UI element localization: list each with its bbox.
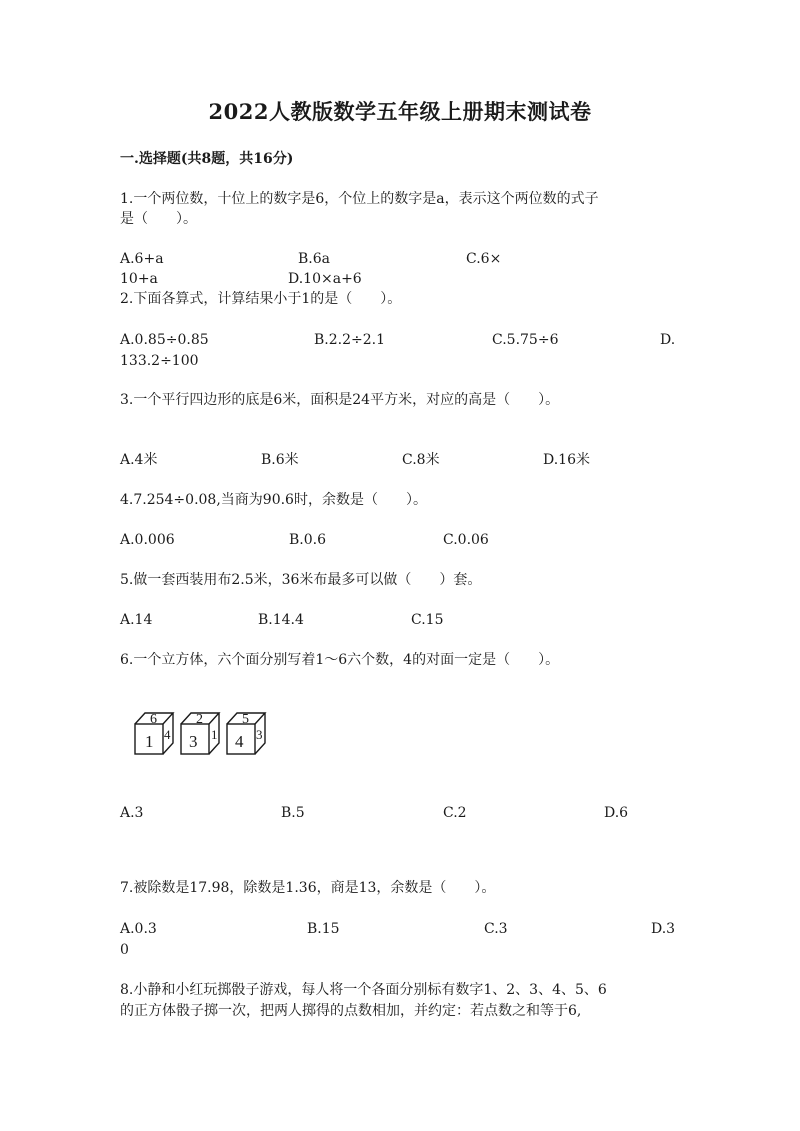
cube-1-top: 6 <box>150 712 157 727</box>
cube-3-side: 3 <box>256 727 263 742</box>
question-6-option-d[interactable]: D.6 <box>604 805 629 821</box>
question-4-option-a[interactable]: A.0.006 <box>120 532 175 548</box>
cube-2-front: 3 <box>189 732 198 751</box>
question-2-option-d-cont: 133.2÷100 <box>120 353 199 369</box>
question-7-option-c[interactable]: C.3 <box>484 921 508 937</box>
question-1-line-2: 是（ ）。 <box>120 211 197 227</box>
cube-1 <box>135 712 173 754</box>
question-5-option-b[interactable]: B.14.4 <box>258 612 304 628</box>
cube-figure <box>130 704 280 764</box>
question-3-option-b[interactable]: B.6米 <box>261 452 299 468</box>
cube-3-top: 5 <box>242 712 249 727</box>
question-3-option-d[interactable]: D.16米 <box>543 452 590 468</box>
question-6-option-b[interactable]: B.5 <box>281 805 305 821</box>
question-4-line-1: 4.7.254÷0.08,当商为90.6时，余数是（ ）。 <box>120 492 427 508</box>
question-2-option-a[interactable]: A.0.85÷0.85 <box>120 332 209 348</box>
question-8-line-2: 的正方体骰子掷一次，把两人掷得的点数相加，并约定：若点数之和等于6, <box>120 1003 582 1019</box>
cube-2 <box>181 712 219 754</box>
question-4-option-c[interactable]: C.0.06 <box>443 532 489 548</box>
question-2-option-c[interactable]: C.5.75÷6 <box>492 332 559 348</box>
page-title: 2022人教版数学五年级上册期末测试卷 <box>208 99 592 124</box>
cube-2-side: 1 <box>211 727 218 742</box>
question-1-option-a[interactable]: A.6+a <box>120 251 164 267</box>
question-3-option-c[interactable]: C.8米 <box>402 452 440 468</box>
cube-2-top: 2 <box>196 712 203 727</box>
question-3-line-1: 3.一个平行四边形的底是6米，面积是24平方米，对应的高是（ ）。 <box>120 392 560 408</box>
question-2-option-b[interactable]: B.2.2÷2.1 <box>314 332 385 348</box>
question-3-option-a[interactable]: A.4米 <box>120 452 158 468</box>
question-5-option-c[interactable]: C.15 <box>411 612 444 628</box>
section-heading: 一.选择题(共8题，共16分) <box>120 151 294 167</box>
question-6-option-c[interactable]: C.2 <box>443 805 467 821</box>
question-1-option-c[interactable]: C.6× <box>466 251 502 267</box>
question-7-option-d-cont: 0 <box>120 942 129 958</box>
question-5-option-a[interactable]: A.14 <box>120 612 153 628</box>
cube-1-side: 4 <box>164 727 171 742</box>
question-7-option-d[interactable]: D.3 <box>651 921 676 937</box>
question-8-line-1: 8.小静和小红玩掷骰子游戏，每人将一个各面分别标有数字1、2、3、4、5、6 <box>120 982 607 998</box>
question-1-option-c-cont: 10+a <box>120 271 158 287</box>
question-1-line-1: 1.一个两位数，十位上的数字是6，个位上的数字是a，表示这个两位数的式子 <box>120 191 599 207</box>
cube-3 <box>227 712 265 754</box>
question-7-line-1: 7.被除数是17.98，除数是1.36，商是13，余数是（ ）。 <box>120 880 496 896</box>
question-2-option-d[interactable]: D. <box>660 332 676 348</box>
question-6-option-a[interactable]: A.3 <box>120 805 144 821</box>
question-6-line-1: 6.一个立方体，六个面分别写着1～6六个数，4的对面一定是（ ）。 <box>120 652 560 668</box>
question-5-line-1: 5.做一套西装用布2.5米，36米布最多可以做（ ）套。 <box>120 572 482 588</box>
question-7-option-b[interactable]: B.15 <box>307 921 340 937</box>
question-7-option-a[interactable]: A.0.3 <box>120 921 157 937</box>
question-1-option-b[interactable]: B.6a <box>298 251 330 267</box>
question-4-option-b[interactable]: B.0.6 <box>289 532 327 548</box>
question-1-option-d[interactable]: D.10×a+6 <box>288 271 362 287</box>
cube-1-front: 1 <box>145 732 154 751</box>
question-2-line-1: 2.下面各算式，计算结果小于1的是（ ）。 <box>120 291 402 307</box>
cube-3-front: 4 <box>235 732 244 751</box>
